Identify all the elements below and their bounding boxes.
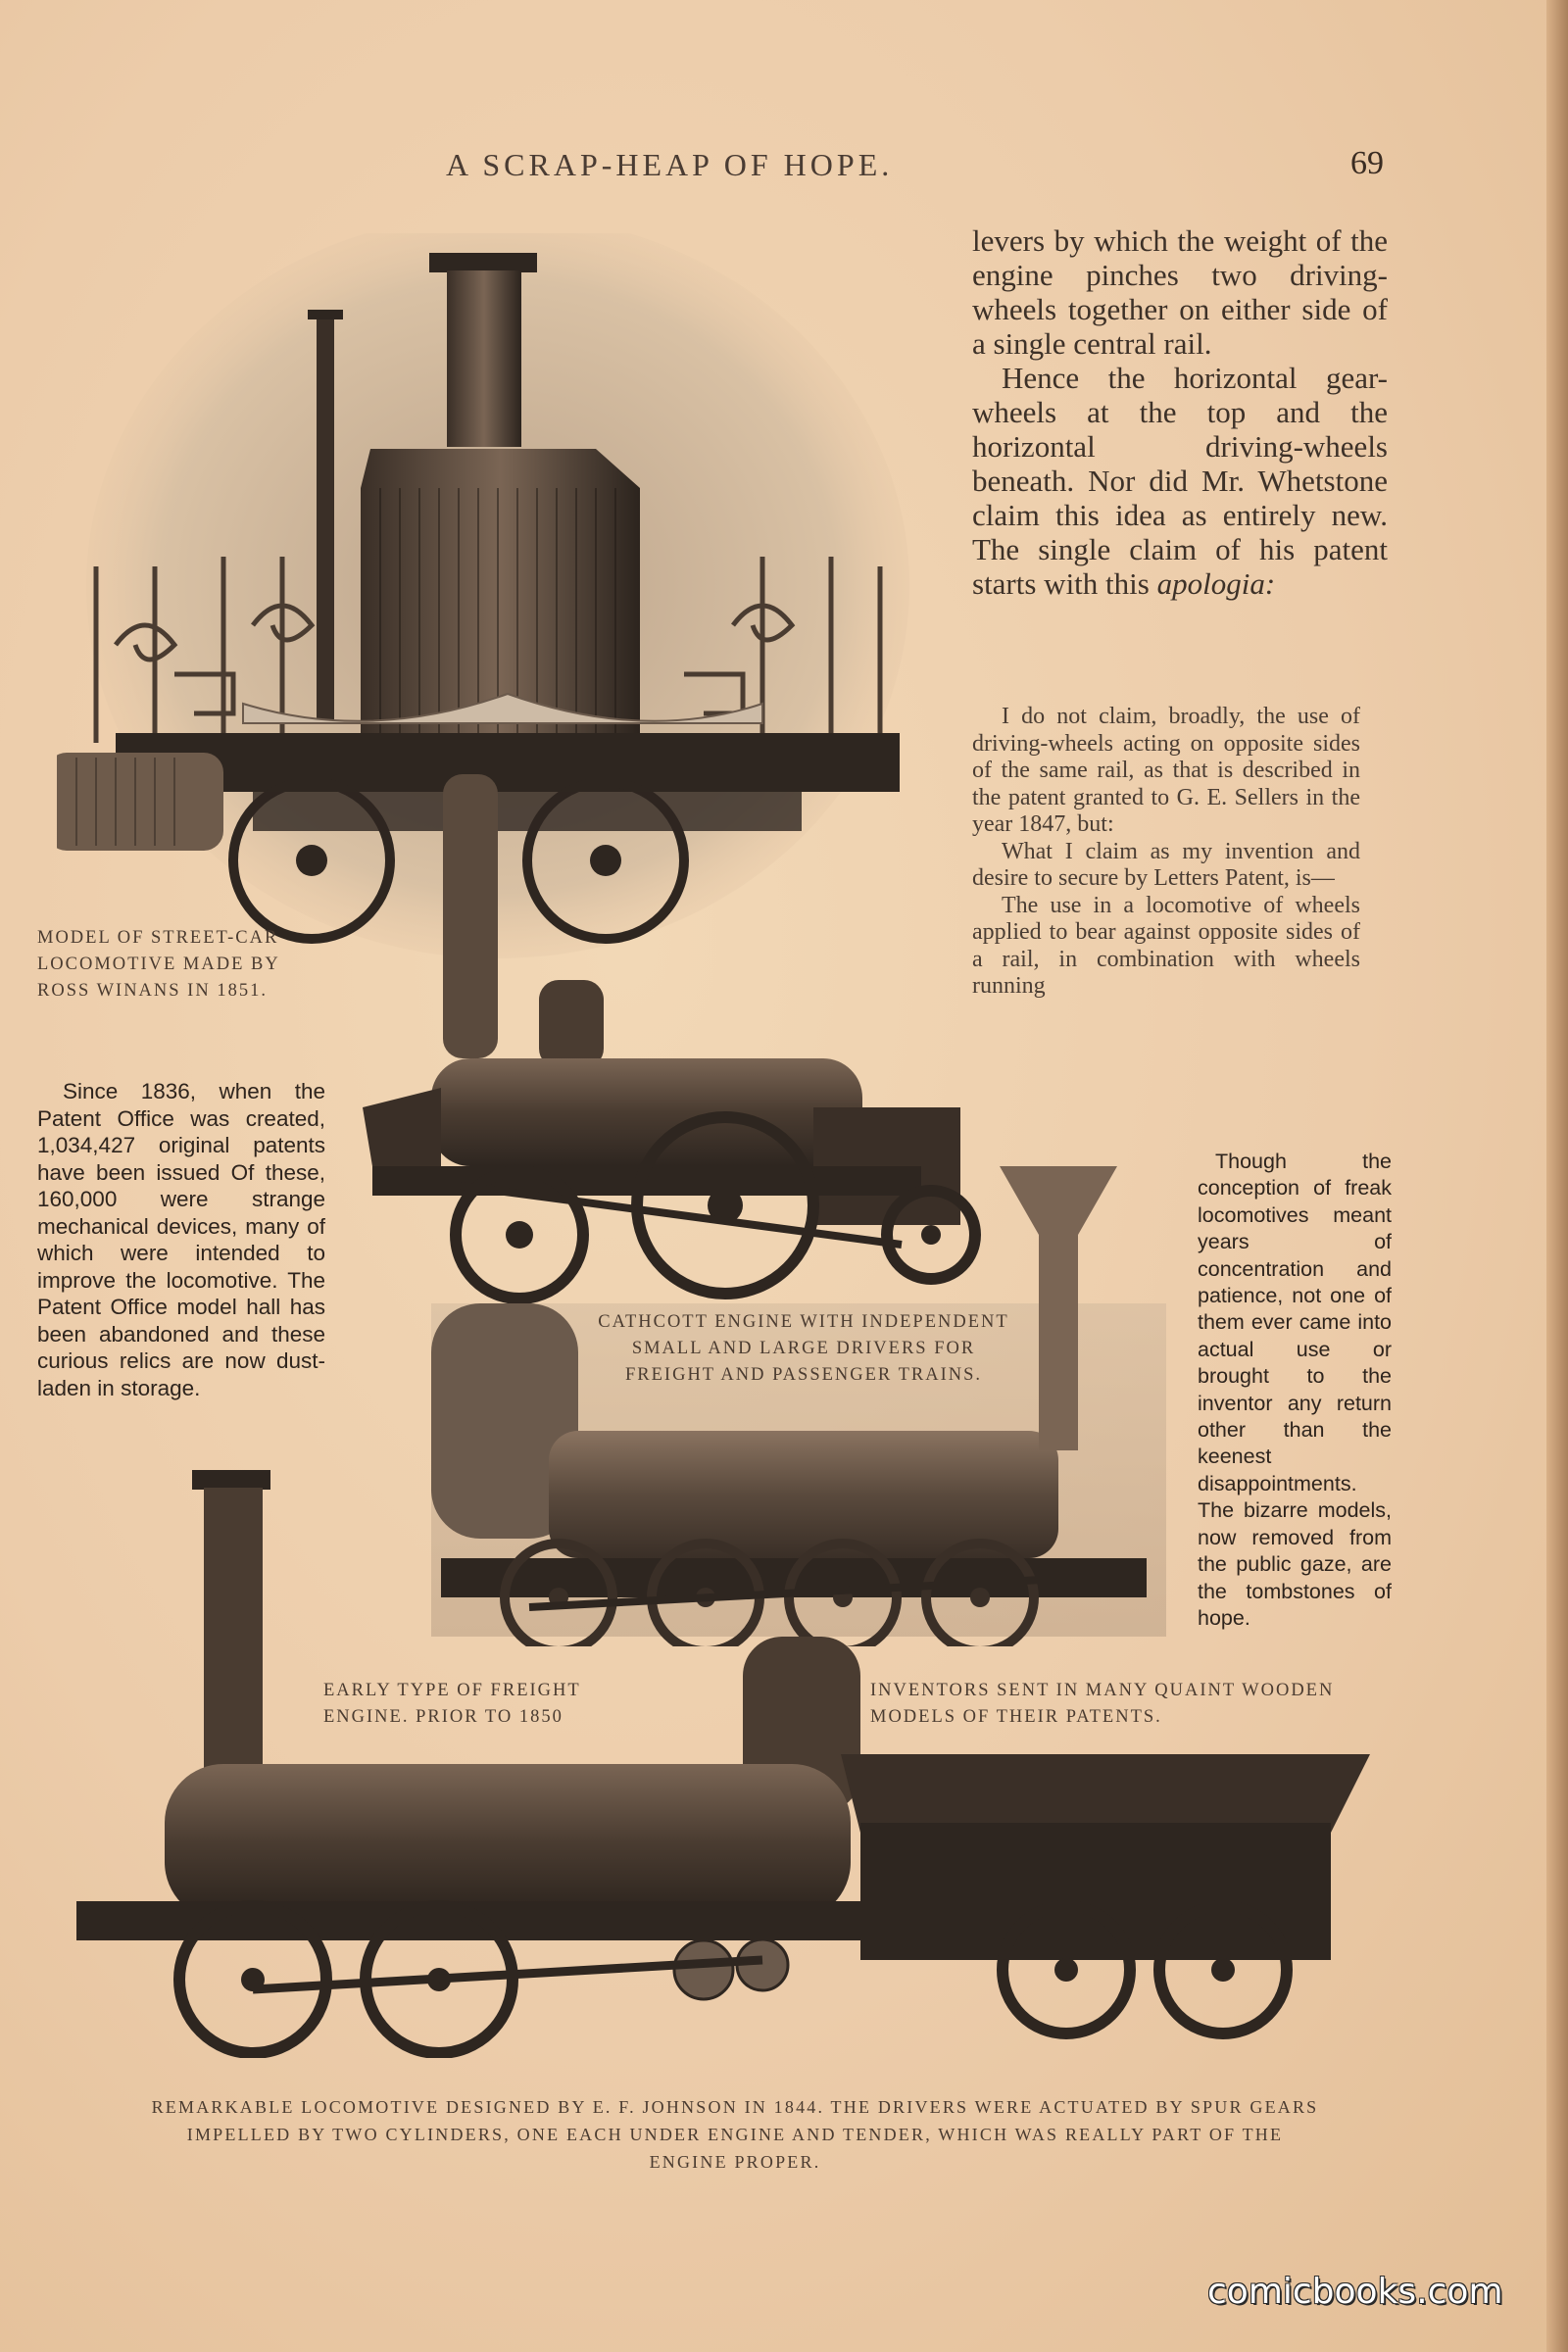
paragraph-levers: levers by which the weight of the engine pinches two driving-wheels together on either side of a single central rail. xyxy=(972,223,1388,361)
article-right-column xyxy=(972,223,1388,601)
paragraph-horizontal-gear-wheels xyxy=(972,361,1388,601)
patent-office-paragraph: Since 1836, when the Patent Office was created, 1,034,427 original patents have been issued Of these, 160,000 were strange mechanical devices, many of which were intended to improve the locomotive. The Patent Office model hall has been abandoned and these curious relics are now dust-laden in storage. xyxy=(37,1079,325,1400)
sidebar-text-freak-locomotives xyxy=(1198,1149,1392,1632)
page-binding-edge xyxy=(1546,0,1568,2352)
photo-johnson-locomotive-1844 xyxy=(76,1470,1380,2058)
apologia-italic: apologia: xyxy=(1156,566,1276,601)
watermark-logo: comicbooks.com xyxy=(1207,2272,1503,2312)
caption-inventors-models: INVENTORS SENT IN MANY QUAINT WOODEN MODELS OF THEIR PATENTS. xyxy=(870,1681,1335,1727)
caption-cathcott-engine: CATHCOTT ENGINE WITH INDEPENDENT SMALL AND LARGE DRIVERS FOR FREIGHT AND PASSENGER TRAINS. xyxy=(598,1312,1009,1385)
sidebar-text-patent-office xyxy=(37,1078,325,1401)
running-head: A SCRAP-HEAP OF HOPE. xyxy=(446,147,894,182)
quote-paragraph-1: I do not claim, broadly, the use of driving-wheels acting on opposite sides of the same rail, as that is described in the patent granted to G. E. Sellers in the year 1847, but: xyxy=(972,704,1360,837)
caption-early-freight-engine: EARLY TYPE OF FREIGHT ENGINE. PRIOR TO 1850 xyxy=(323,1681,581,1727)
page-number: 69 xyxy=(1350,145,1384,181)
patent-claim-quote xyxy=(972,704,1360,1001)
caption-winans-model: MODEL OF STREET-CAR LOCOMOTIVE MADE BY ROSS WINANS IN 1851. xyxy=(37,928,280,1001)
freak-locomotives-paragraph: Though the conception of freak locomotives meant years of concentration and patience, not one of them ever came into actual use or brought to the inventor any return other than the keenest disappointments. The bizarre models, now removed from the public gaze, are the tombstones of hope. xyxy=(1198,1150,1392,1630)
paragraph-horizontal-gear-wheels-text: Hence the horizontal gear-wheels at the top and the horizontal driving-wheels beneath. Nor did Mr. Whetstone claim this idea as entirely new. The single claim of his patent starts with this xyxy=(972,361,1388,601)
quote-paragraph-2: What I claim as my invention and desire to secure by Letters Patent, is— xyxy=(972,838,1360,891)
caption-johnson-locomotive: REMARKABLE LOCOMOTIVE DESIGNED BY E. F. JOHNSON IN 1844. THE DRIVERS WERE ACTUATED BY SPUR GEARS IMPELLED BY TWO CYLINDERS, ONE EACH UNDER ENGINE AND TENDER, WHICH WAS REALLY PART OF THE ENGINE PROPER. xyxy=(151,2097,1319,2172)
quote-paragraph-3: The use in a locomotive of wheels applied to bear against opposite sides of a rail, in combination with wheels running xyxy=(972,892,1360,999)
